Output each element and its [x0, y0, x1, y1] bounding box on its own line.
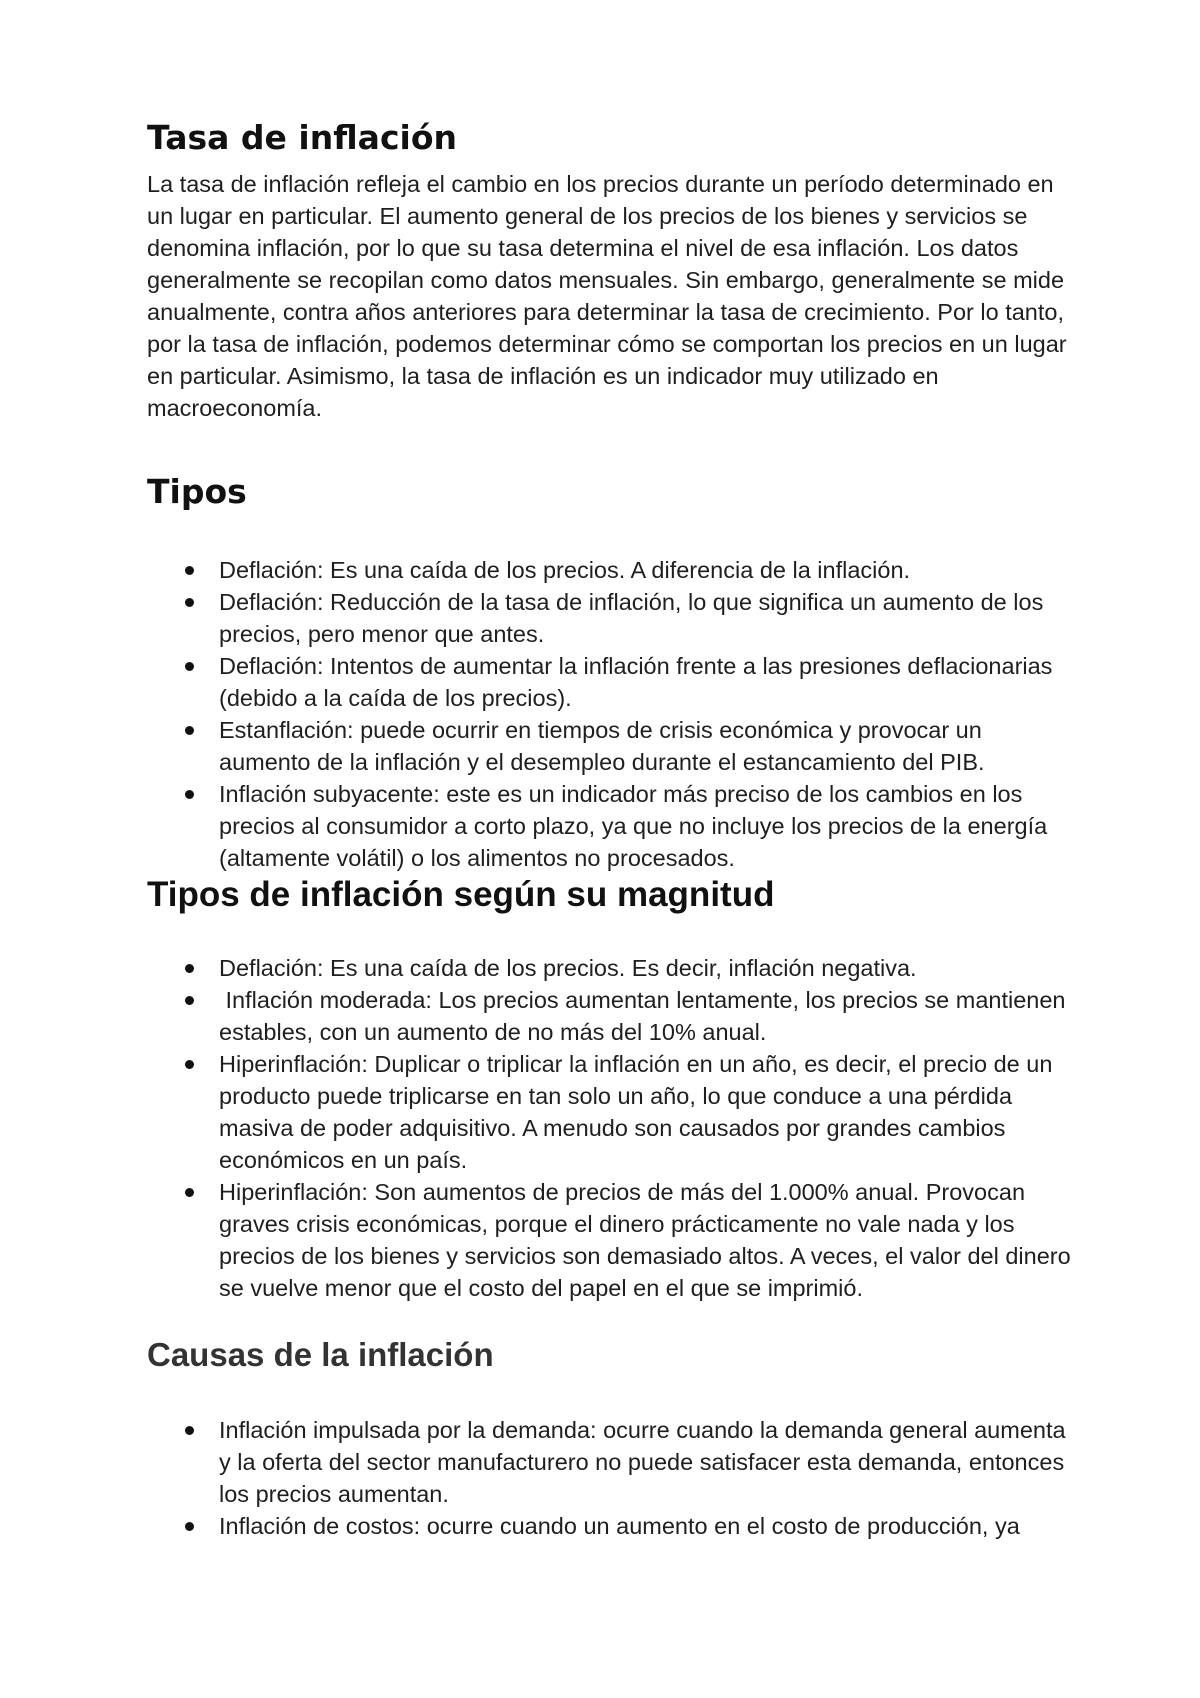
bullet-icon: [185, 1060, 194, 1069]
list-item: [147, 650, 1077, 714]
list-item-text: Inflación moderada: Los precios aumentan lentamente, los precios se mantienen estables, con un aumento de no más del 10% anual.: [219, 987, 1073, 1045]
bullet-icon: [185, 790, 194, 799]
bullet-icon: [185, 566, 194, 575]
list-item: [147, 554, 1077, 586]
list-item-text: Deflación: Es una caída de los precios. Es decir, inflación negativa.: [219, 955, 917, 981]
list-item: [147, 1176, 1077, 1304]
list-item-text: Deflación: Intentos de aumentar la inflación frente a las presiones deflacionarias (debido a la caída de los precios).: [219, 653, 1053, 711]
list-item-text: Deflación: Es una caída de los precios. A diferencia de la inflación.: [219, 557, 911, 583]
list-tipos: [147, 554, 1077, 874]
list-item: [147, 952, 1077, 984]
bullet-icon: [185, 662, 194, 671]
list-item-text: Inflación subyacente: este es un indicador más preciso de los cambios en los precios al consumidor a corto plazo, ya que no incluye los precios de la energía (altamente volátil) o los alimentos no procesados.: [219, 781, 1048, 871]
list-item: [147, 1510, 1077, 1542]
list-item: [147, 586, 1077, 650]
list-tipos-segun-magnitud: [147, 952, 1077, 1304]
bullet-icon: [185, 598, 194, 607]
list-item-text: Inflación impulsada por la demanda: ocurre cuando la demanda general aumenta y la oferta del sector manufacturero no puede satisfacer esta demanda, entonces los precios aumentan.: [219, 1417, 1066, 1507]
heading-tipos: Tipos: [147, 472, 247, 511]
bullet-icon: [185, 1188, 194, 1197]
list-item-text: Hiperinflación: Duplicar o triplicar la inflación en un año, es decir, el precio de un producto puede triplicarse en tan solo un año, lo que conduce a una pérdida masiva de poder adquisitivo. A menudo son causados por grandes cambios económicos en un país.: [219, 1051, 1053, 1173]
list-item: [147, 1414, 1077, 1510]
list-item: [147, 984, 1077, 1048]
list-causas: [147, 1414, 1077, 1542]
list-item-text: Estanflación: puede ocurrir en tiempos de crisis económica y provocar un aumento de la inflación y el desempleo durante el estancamiento del PIB.: [219, 717, 985, 775]
list-item: [147, 714, 1077, 778]
heading-tipos-segun-magnitud: Tipos de inflación según su magnitud: [147, 875, 775, 914]
list-item-text: Deflación: Reducción de la tasa de inflación, lo que significa un aumento de los precios, pero menor que antes.: [219, 589, 1044, 647]
bullet-icon: [185, 996, 194, 1005]
list-item-text: Hiperinflación: Son aumentos de precios de más del 1.000% anual. Provocan graves crisis económicas, porque el dinero prácticamente no vale nada y los precios de los bienes y servicios son demasiado altos. A veces, el valor del dinero se vuelve menor que el costo del papel en el que se imprimió.: [219, 1179, 1071, 1301]
bullet-icon: [185, 1522, 194, 1531]
bullet-icon: [185, 726, 194, 735]
list-item: [147, 778, 1077, 874]
heading-tasa-de-inflacion: Tasa de inflación: [147, 118, 457, 157]
bullet-icon: [185, 1426, 194, 1435]
list-item: [147, 1048, 1077, 1176]
heading-causas-de-la-inflacion: Causas de la inflación: [147, 1336, 494, 1373]
bullet-icon: [185, 964, 194, 973]
list-item-text: Inflación de costos: ocurre cuando un aumento en el costo de producción, ya: [219, 1513, 1020, 1539]
paragraph-tasa-de-inflacion: La tasa de inflación refleja el cambio en los precios durante un período determinado en un lugar en particular. El aumento general de los precios de los bienes y servicios se denomina inflación, por lo que su tasa determina el nivel de esa inflación. Los datos generalmente se recopilan como datos mensuales. Sin embargo, generalmente se mide anualmente, contra años anteriores para determinar la tasa de crecimiento. Por lo tanto, por la tasa de inflación, podemos determinar cómo se comportan los precios en un lugar en particular. Asimismo, la tasa de inflación es un indicador muy utilizado en macroeconomía.: [147, 171, 1067, 421]
